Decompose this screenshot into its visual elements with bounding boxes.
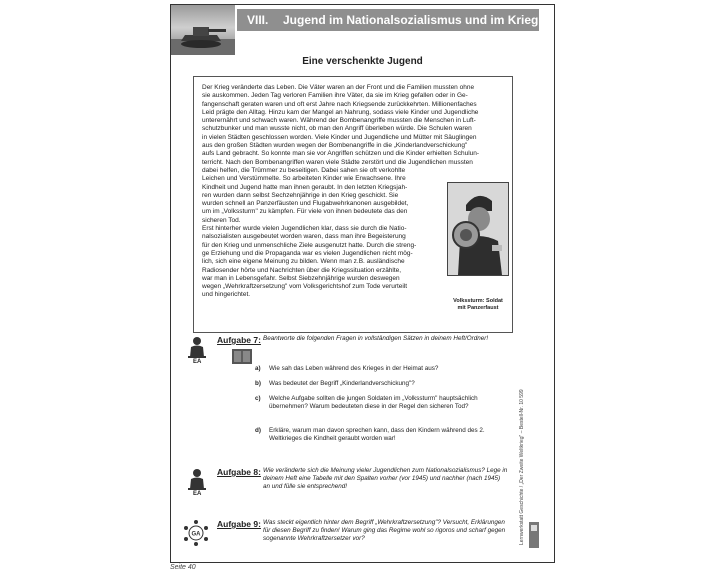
story-line: ren wurden dann selbst Sechzehnjährige in den Krieg geschickt. Sie bbox=[202, 191, 399, 199]
story-line: wegen „Wehrkraftzersetzung" vom Volksgerichtshof zum Tode verurteilt bbox=[202, 283, 408, 291]
work-mode-label: EA bbox=[193, 359, 202, 365]
story-line: schutzbunker und man wusste nicht, ob man den Angriff überleben würde. Die Schulen waren bbox=[202, 125, 472, 133]
chapter-title: Jugend im Nationalsozialismus und im Krieg bbox=[283, 13, 539, 27]
publisher-logo bbox=[527, 520, 541, 550]
question-text: Wie sah das Leben während des Krieges in der Heimat aus? bbox=[269, 365, 439, 372]
story-line: aus den großen Städten wurden wegen der Bombenangriffe in die „Kinderlandverschickung" bbox=[202, 142, 468, 150]
story-line: ge Erziehung und die Propaganda war es vielen Jugendlichen nicht mög- bbox=[202, 249, 413, 257]
photo-caption bbox=[445, 298, 511, 312]
story-line: sicheren Tod. bbox=[202, 216, 241, 224]
story-line: dabei helfen, die Trümmer zu beseitigen. Dabei sahen sie oft verkohlte bbox=[202, 166, 406, 174]
work-mode-label: EA bbox=[193, 491, 202, 497]
story-line: nalsozialisten ausgebeutet worden waren, dass man ihre Begeisterung bbox=[202, 233, 406, 241]
chapter-header bbox=[171, 5, 554, 55]
wrapped-text bbox=[202, 175, 440, 299]
story-line: Leichen und Verstümmelte. So arbeiteten Kinder wie Erwachsene. Ihre bbox=[202, 175, 406, 183]
chapter-title-bar bbox=[237, 9, 539, 31]
story-line: sie auskommen. Jeden Tag verloren Familien ihre Väter, da sie im Krieg gefallen oder in Ge- bbox=[202, 92, 468, 100]
story-line: lich, sich eine eigene Meinung zu bilden. Wenn man z.B. ausländische bbox=[202, 258, 405, 266]
story-line: in vielen Städten geschlossen worden. Viele Kinder und Jugendliche und Mütter mit Säuglingen bbox=[202, 133, 477, 141]
page-number: Seite 40 bbox=[170, 564, 196, 571]
question-letter: a) bbox=[255, 365, 261, 372]
story-line: war man in Lebensgefahr. Selbst Siebzehnjährige wurden deswegen bbox=[202, 274, 400, 282]
reading-text-box bbox=[193, 76, 513, 333]
chapter-number: VIII. bbox=[247, 13, 269, 27]
question-letter: b) bbox=[255, 380, 261, 387]
story-line: wurden schnell an Panzerfäusten und Flugabwehrkanonen ausgebildet, bbox=[202, 200, 409, 208]
question-text: Erkläre, warum man davon sprechen kann, dass den Kindern während des 2. Weltkrieges die Kindheit geraubt worden war! bbox=[269, 427, 485, 443]
work-mode-label: GA bbox=[191, 531, 201, 538]
task-label: Aufgabe 7: bbox=[217, 335, 261, 345]
task-label: Aufgabe 9: bbox=[217, 519, 261, 529]
task-instruction: Was steckt eigentlich hinter dem Begriff „Wehrkraftzersetzung"? Versucht, Erklärungen für diesen Begriff zu finden! Warum ging das Regime wohl so rigoros und scharf gegen sogenannte Wehrkraftzersetzer vor? bbox=[263, 519, 506, 543]
story-line: Erst hinterher wurde vielen Jugendlichen klar, dass sie durch die Natio- bbox=[202, 225, 407, 233]
task-label: Aufgabe 8: bbox=[217, 467, 261, 477]
story-line: um im „Volkssturm" zu kämpfen. Für viele von ihnen bedeutete das den bbox=[202, 208, 408, 216]
story-line: Radiosender hörte und Nachrichten über die Kriegssituation erzählte, bbox=[202, 266, 402, 274]
task-instruction: Wie veränderte sich die Meinung vieler Jugendlichen zum Nationalsozialismus? Lege in deinem Heft eine Tabelle mit den Spalten vorher (vor 1945) und nachher (nach 1945) an und fülle sie entsprechend! bbox=[263, 467, 508, 491]
question-text: Was bedeutet der Begriff „Kinderlandverschickung"? bbox=[269, 380, 415, 387]
soldier-photo bbox=[447, 182, 509, 276]
story-line: Leid prägte den Alltag. Hinzu kam der Mangel an Nahrung, sodass viele Kinder und Jugendliche bbox=[202, 108, 479, 116]
story-line: Der Krieg veränderte das Leben. Die Väter waren an der Front und die Familien mussten ohne bbox=[202, 84, 475, 91]
question-text: Welche Aufgabe sollten die jungen Soldaten im „Volkssturm" hauptsächlich übernehmen? Warum bedeuteten diese in der Regel den sicheren Tod? bbox=[269, 395, 478, 411]
task-instruction: Beantworte die folgenden Fragen in vollständigen Sätzen in deinem Heft/Ordner! bbox=[263, 335, 489, 342]
story-line: terricht. Nach den Bombenangriffen waren viele Städte zerstört und die Jugendlichen mussten bbox=[202, 158, 473, 166]
group-work-icon bbox=[183, 519, 209, 547]
photo-caption-line: Volkssturm: Soldat bbox=[453, 298, 503, 304]
story-line: aufs Land gebracht. So konnte man sie vor Angriffen schützen und die Kinder erhielten Schulun- bbox=[202, 150, 480, 158]
photo-caption-line: mit Panzerfaust bbox=[457, 305, 499, 311]
story-line: fangenschaft geraten waren und oft erst Jahre nach Kriegsende zurückkehrten. Millionenfaches bbox=[202, 100, 477, 108]
question-letter: d) bbox=[255, 427, 261, 434]
story-line: unterernährt und schwach waren. Während der Bombenangriffe mussten die Menschen in Luft- bbox=[202, 117, 476, 125]
worksheet-page bbox=[170, 4, 555, 563]
story-line: Kindheit und Jugend hatte man ihnen geraubt. In den letzten Kriegsjah- bbox=[202, 183, 408, 191]
section-title: Eine verschenkte Jugend bbox=[302, 56, 423, 67]
tank-photo bbox=[171, 5, 235, 55]
notebook-icon bbox=[231, 347, 253, 365]
story-line: für den Krieg und unmenschliche Ziele ausgenutzt hatte. Durch die streng- bbox=[202, 241, 417, 249]
publisher-note-text: Lernwerkstatt Geschichte / „Der Zweite Weltkrieg" – Bestell-Nr. 10 599 bbox=[519, 389, 525, 545]
question-letter: c) bbox=[255, 395, 261, 402]
story-line: und hingerichtet. bbox=[202, 291, 251, 299]
